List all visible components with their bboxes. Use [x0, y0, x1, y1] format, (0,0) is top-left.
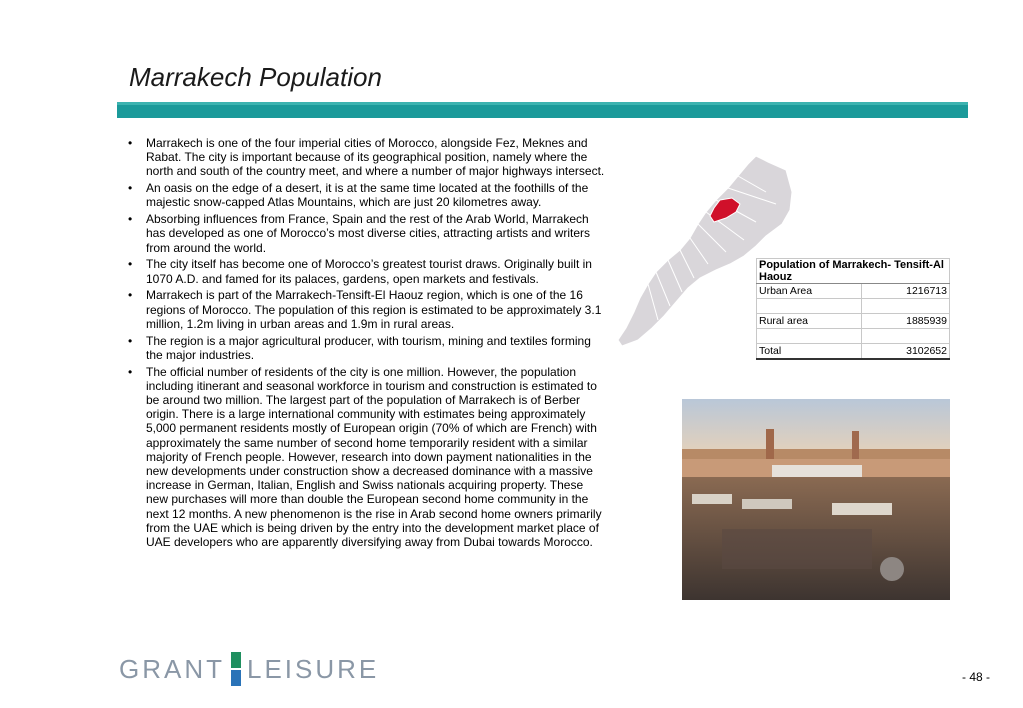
table-row [757, 284, 950, 299]
bullet-item: • The official number of residents of the city is one million. However, the population including itinerant and seasonal workforce in tourism and construction is estimated to be around two million. The largest part of the population of Marrakech is of Berber origin. There is a large international community with estimates being approximately 5,000 permanent residents mostly of European origin (70% of which are French) with approximately the same number of second home temporarily resident with a similar majority of French people. However, research into down payment nationalities in the new developments under construction show a decreased dominance with a massive increase in German, Italian, English and Swiss nationals acquiring property. These new purchases will more than double the European second home community in the next 12 months. A new phenomenon is the rise in Arab second home owners primarily from the UAE which is being driven by the entry into the development market place of UAE developers who are apparently diversifying away from Dubai towards Morocco. [126, 365, 608, 550]
bullet-item: • Marrakech is one of the four imperial cities of Morocco, alongside Fez, Meknes and Rabat. The city is important because of its geographical position, namely where the north and south of the country meet, and where a number of major highways intersect. [126, 136, 608, 179]
logo-text-right: LEISURE [247, 653, 380, 684]
population-table [756, 258, 950, 360]
bullet-item: • The region is a major agricultural producer, with tourism, mining and textiles forming the major industries. [126, 334, 608, 362]
grant-leisure-logo [119, 651, 389, 687]
bullet-item: • Absorbing influences from France, Spain and the rest of the Arab World, Marrakech has developed as one of Morocco’s most diverse cities, attracting artists and writers from around the world. [126, 212, 608, 255]
logo-mark-icon [231, 652, 241, 686]
row-value: 3102652 [862, 344, 950, 360]
logo-text-left: GRANT [119, 653, 225, 684]
row-label: Rural area [757, 314, 862, 329]
row-label: Urban Area [757, 284, 862, 299]
row-value: 1216713 [862, 284, 950, 299]
slide-title: Marrakech Population [129, 62, 382, 92]
bullet-item: • An oasis on the edge of a desert, it is at the same time located at the foothills of the majestic snow-capped Atlas Mountains, which are just 20 kilometres away. [126, 181, 608, 209]
title-underline-bar [117, 102, 968, 118]
bullet-item: • The city itself has become one of Morocco’s greatest tourist draws. Originally built in 1070 A.D. and famed for its palaces, gardens, open markets and festivals. [126, 257, 608, 285]
row-label: Total [757, 344, 862, 360]
marrakech-square-photo [682, 399, 950, 600]
table-row [757, 314, 950, 329]
table-spacer-row [757, 299, 950, 314]
table-spacer-row [757, 329, 950, 344]
bullet-list [126, 136, 608, 552]
row-value: 1885939 [862, 314, 950, 329]
page-number: - 48 - [962, 670, 991, 684]
table-row-total [757, 344, 950, 360]
table-header: Population of Marrakech- Tensift-Al Haouz [757, 259, 950, 284]
bullet-item: • Marrakech is part of the Marrakech-Tensift-El Haouz region, which is one of the 16 regions of Morocco. The population of this region is estimated to be approximately 3.1 million, 1.2m living in urban areas and 1.9m in rural areas. [126, 288, 608, 331]
